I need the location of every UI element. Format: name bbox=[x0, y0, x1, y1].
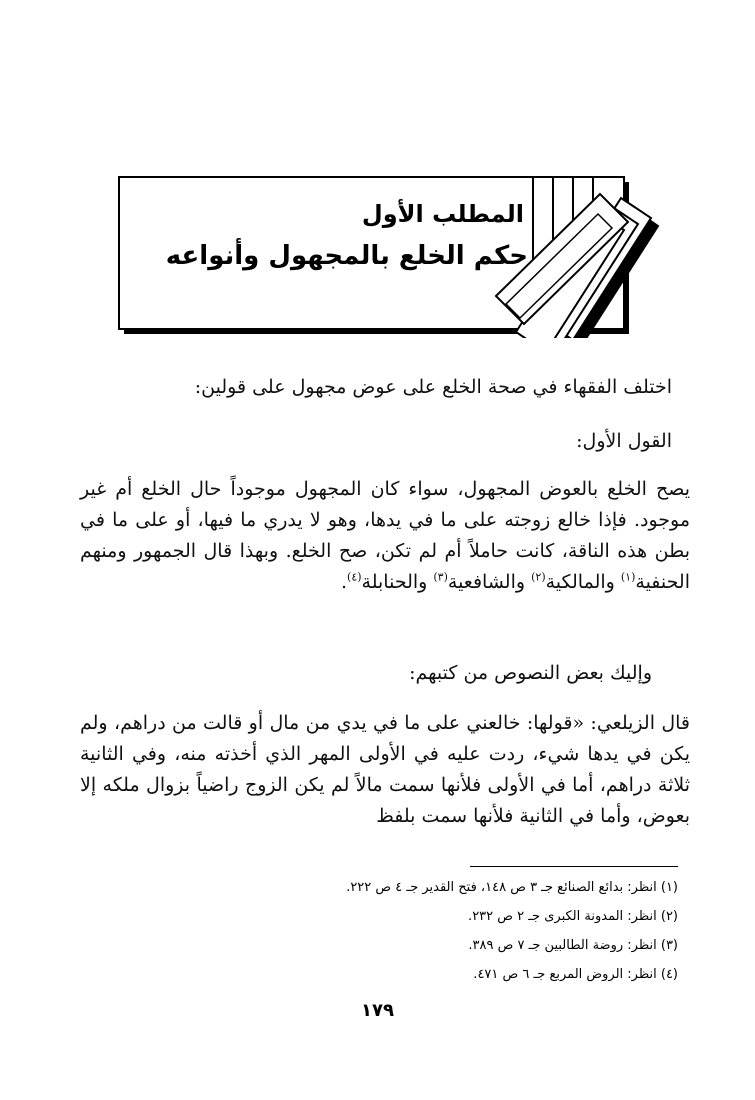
footnote-2: (٢) انظر: المدونة الكبرى جـ ٢ ص ٢٣٢. bbox=[468, 909, 678, 924]
first-opinion-text-hanbali: والحنابلة bbox=[361, 571, 434, 593]
zaylai-quote-paragraph: قال الزيلعي: «قولها: خالعني على ما في يدي من مال أو قالت من دراهم، ولم يكن في يدها شيء، ردت عليه في الأولى المهر الذي أخذته منه، وفي الثانية ثلاثة دراهم، أما في الأولى فلأنها سمت مالاً لم يكن الزوج راضياً بزوال ملكه إلا بعوض، وأما في الثانية فلأنها سمت بلفظ bbox=[80, 712, 690, 827]
section-title-line1: المطلب الأول bbox=[361, 200, 524, 228]
first-opinion-text-end: . bbox=[340, 571, 348, 593]
section-title-box bbox=[118, 176, 663, 338]
footnote-ref-4: (٤) bbox=[347, 570, 362, 584]
footnotes bbox=[120, 873, 678, 989]
page-number: ١٧٩ bbox=[361, 1000, 394, 1021]
footnote-ref-1: (١) bbox=[620, 570, 636, 584]
footnote-1: (١) انظر: بدائع الصنائع جـ ٣ ص ١٤٨، فتح القدير جـ ٤ ص ٢٢٢. bbox=[346, 880, 678, 895]
footnote-4: (٤) انظر: الروض المربع جـ ٦ ص ٤٧١. bbox=[473, 967, 678, 982]
first-opinion-text: يصح الخلع بالعوض المجهول، سواء كان المجهول موجوداً حال الخلع أم غير موجود. فإذا خالع زوجته على ما في يدها، وهو لا يدري ما فيها، أو على ما في بطن هذه الناقة، كانت حاملاً أم لم تكن، صح الخلع. وبهذا قال الجمهور ومنهم الحنفية bbox=[80, 478, 690, 593]
sources-intro: وإليك بعض النصوص من كتبهم: bbox=[409, 662, 652, 684]
footnote-separator bbox=[470, 866, 678, 867]
first-opinion-text-maliki: والمالكية bbox=[545, 571, 621, 593]
first-opinion-text-shafii: والشافعية bbox=[447, 571, 532, 593]
first-opinion-heading: القول الأول: bbox=[576, 430, 672, 452]
footnote-ref-2: (٢) bbox=[531, 570, 546, 584]
first-opinion-paragraph bbox=[80, 474, 690, 598]
section-title bbox=[148, 194, 528, 278]
section-title-line2: حكم الخلع بالمجهول وأنواعه bbox=[165, 241, 528, 271]
footnote-3: (٣) انظر: روضة الطالبين جـ ٧ ص ٣٨٩. bbox=[468, 938, 678, 953]
intro-paragraph: اختلف الفقهاء في صحة الخلع على عوض مجهول على قولين: bbox=[194, 376, 672, 398]
footnote-ref-3: (٣) bbox=[433, 570, 448, 584]
